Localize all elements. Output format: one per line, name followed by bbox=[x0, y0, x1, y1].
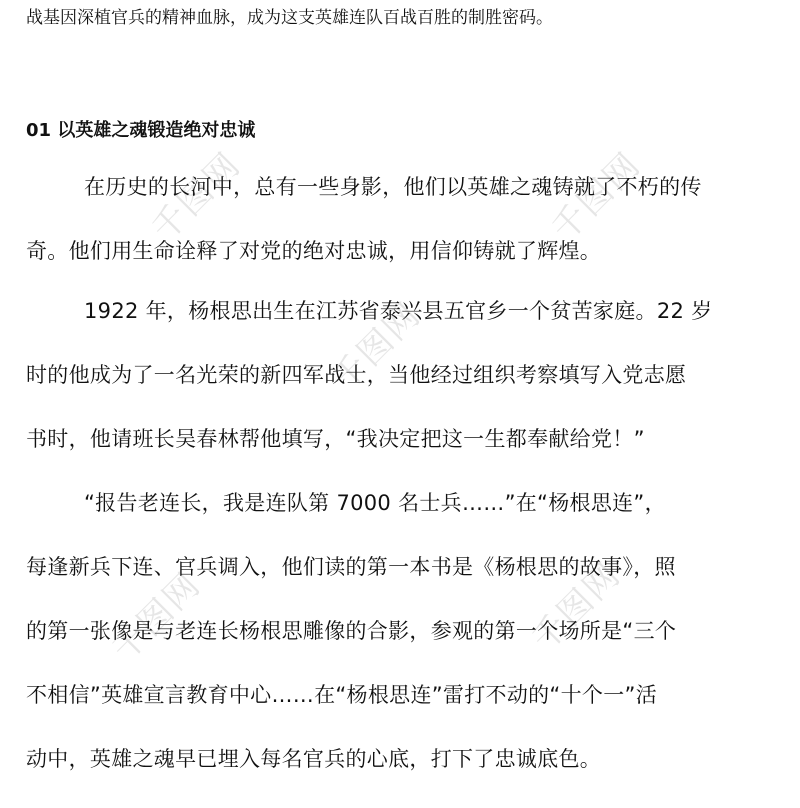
paragraph-line: 1922 年，杨根思出生在江苏省泰兴县五官乡一个贫苦家庭。22 岁 bbox=[84, 299, 713, 323]
paragraph-2 bbox=[26, 296, 778, 488]
paragraph-1 bbox=[26, 172, 778, 300]
watermark: 千图网 bbox=[324, 294, 429, 400]
watermark: 千图网 bbox=[144, 144, 249, 250]
intro-line: 战基因深植官兵的精神血脉，成为这支英雄连队百战百胜的制胜密码。 bbox=[26, 8, 553, 28]
section-heading: 01 以英雄之魂锻造绝对忠诚 bbox=[26, 120, 256, 141]
paragraph-line: 在历史的长河中，总有一些身影，他们以英雄之魂铸就了不朽的传 bbox=[84, 175, 702, 199]
paragraph-line: 时的他成为了一名光荣的新四军战士，当他经过组织考察填写入党志愿 bbox=[26, 363, 687, 387]
paragraph-3 bbox=[26, 488, 778, 808]
paragraph-line: 不相信”英雄宣言教育中心……在“杨根思连”雷打不动的“十个一”活 bbox=[26, 683, 657, 707]
paragraph-line: 每逢新兵下连、官兵调入，他们读的第一本书是《杨根思的故事》，照 bbox=[26, 555, 676, 579]
paragraph-line: 动中，英雄之魂早已埋入每名官兵的心底，打下了忠诚底色。 bbox=[26, 747, 602, 771]
paragraph-line: “报告老连长，我是连队第 7000 名士兵……”在“杨根思连”， bbox=[84, 491, 666, 515]
paragraph-line: 书时，他请班长吴春林帮他填写，“我决定把这一生都奉献给党！” bbox=[26, 427, 645, 451]
paragraph-line: 的第一张像是与老连长杨根思雕像的合影，参观的第一个场所是“三个 bbox=[26, 619, 677, 643]
watermark: 千图网 bbox=[524, 554, 629, 660]
paragraph-line: 奇。他们用生命诠释了对党的绝对忠诚，用信仰铸就了辉煌。 bbox=[26, 239, 602, 263]
watermark: 千图网 bbox=[544, 144, 649, 250]
watermark: 千图网 bbox=[104, 564, 209, 670]
